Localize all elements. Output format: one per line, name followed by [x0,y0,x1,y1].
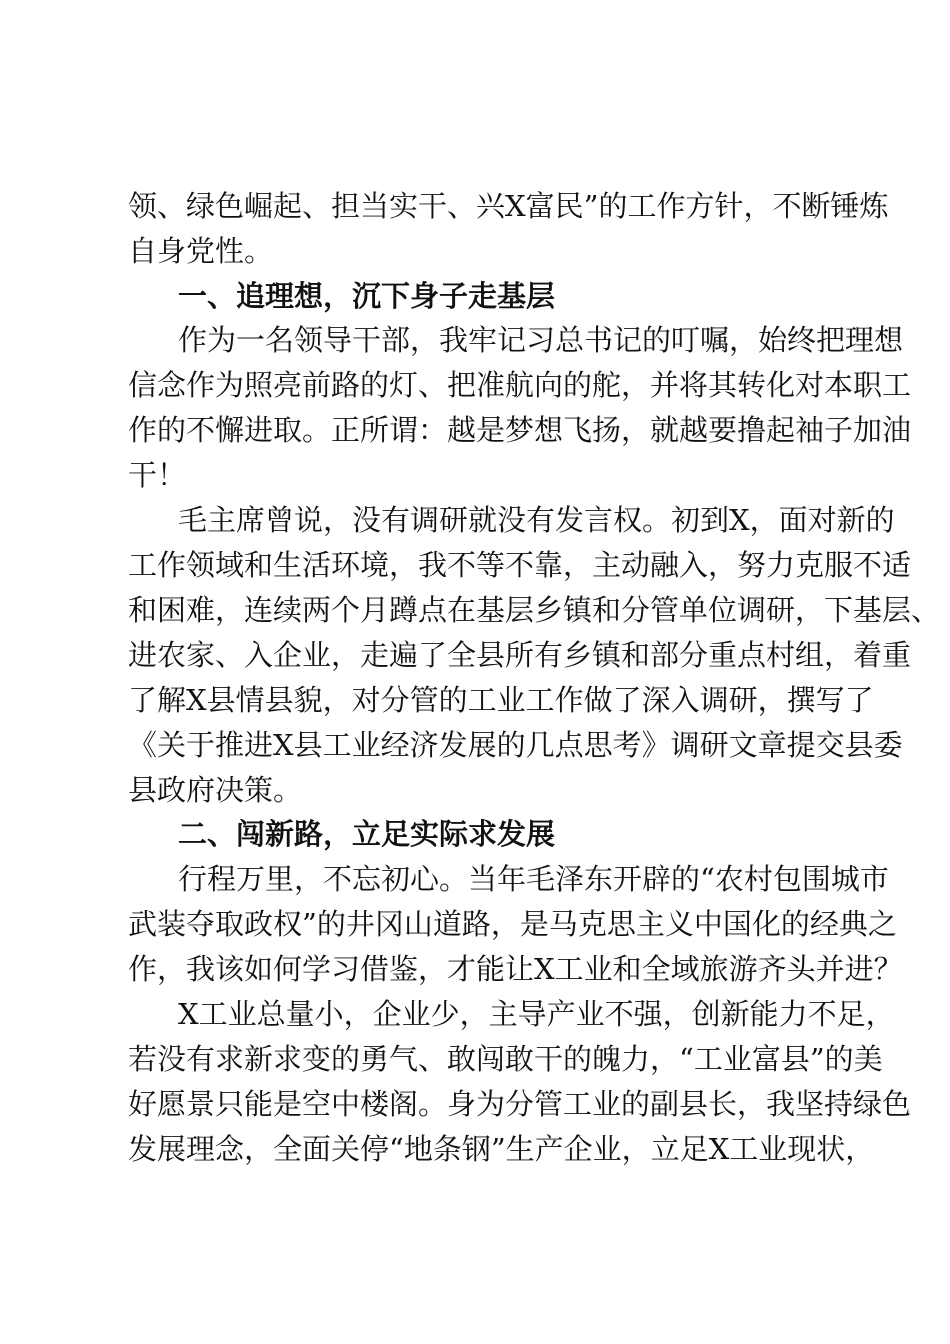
paragraph-line: 县政府决策。 [128,773,303,807]
paragraph-line: 若没有求新求变的勇气、敢闯敢干的魄力，“工业富县”的美 [128,1042,883,1076]
paragraph-line: 发展理念，全面关停“地条钢”生产企业，立足X工业现状， [128,1132,875,1166]
paragraph-line: 自身党性。 [128,234,274,268]
paragraph-line: 和困难，连续两个月蹲点在基层乡镇和分管单位调研，下基层、 [128,593,941,627]
paragraph-line: 好愿景只能是空中楼阁。身为分管工业的副县长，我坚持绿色 [128,1087,912,1121]
paragraph-line: 作，我该如何学习借鉴，才能让X工业和全域旅游齐头并进？ [128,952,903,986]
paragraph-line: 了解X县情县貌，对分管的工业工作做了深入调研，撰写了 [128,683,874,717]
section-heading-2: 二、闯新路，立足实际求发展 [178,817,556,851]
paragraph-line: 毛主席曾说，没有调研就没有发言权。初到X，面对新的 [178,503,895,537]
paragraph-line: 《关于推进X县工业经济发展的几点思考》调研文章提交县委 [128,728,903,762]
section-heading-1: 一、追理想，沉下身子走基层 [178,279,556,313]
paragraph-line: 工作领域和生活环境，我不等不靠，主动融入，努力克服不适 [128,548,912,582]
paragraph-line: X工业总量小，企业少，主导产业不强，创新能力不足， [178,997,895,1031]
paragraph-line: 进农家、入企业，走遍了全县所有乡镇和部分重点村组，着重 [128,638,912,672]
paragraph-line: 作的不懈进取。正所谓：越是梦想飞扬，就越要撸起袖子加油 [128,413,912,447]
paragraph-line: 领、绿色崛起、担当实干、兴X富民”的工作方针，不断锤炼 [128,189,889,223]
paragraph-line: 信念作为照亮前路的灯、把准航向的舵，并将其转化对本职工 [128,368,912,402]
paragraph-line: 干！ [128,458,187,492]
paragraph-line: 作为一名领导干部，我牢记习总书记的叮嘱，始终把理想 [178,323,904,357]
paragraph-line: 武装夺取政权”的井冈山道路，是马克思主义中国化的经典之 [128,907,897,941]
paragraph-line: 行程万里，不忘初心。当年毛泽东开辟的“农村包围城市 [178,862,889,896]
